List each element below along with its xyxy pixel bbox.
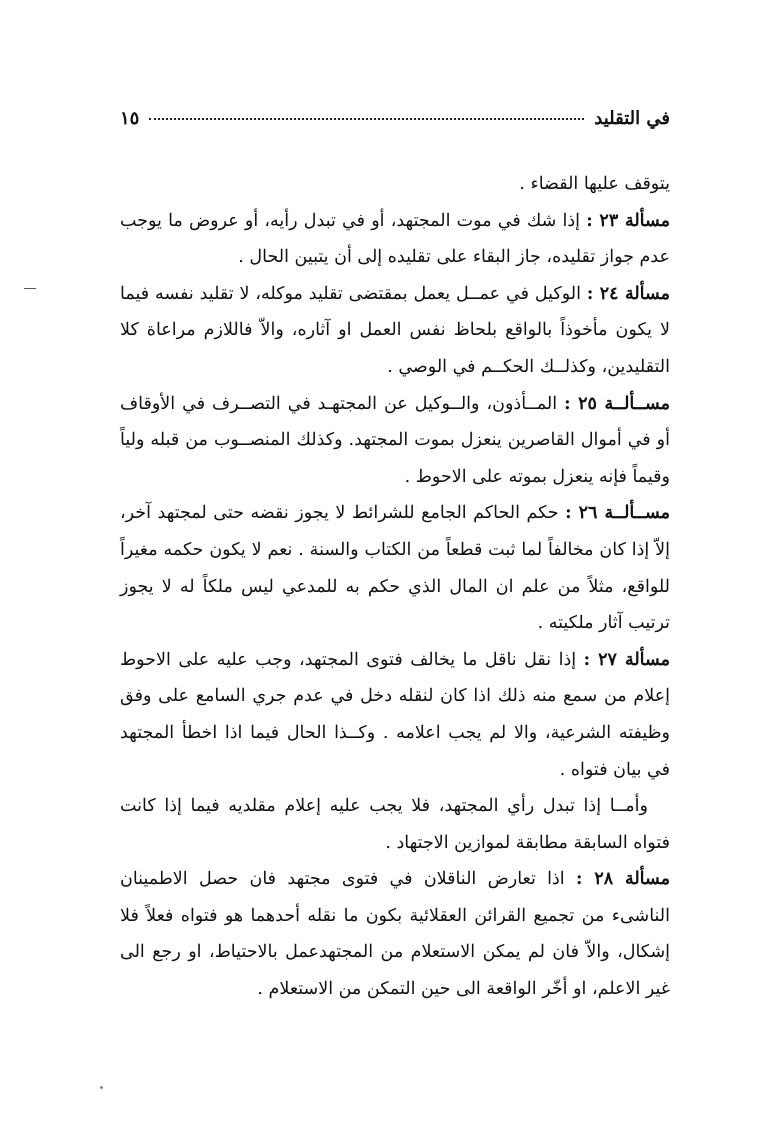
issue-label: مسألة ٢٤ : (586, 283, 671, 304)
paragraph (120, 386, 670, 496)
issue-label: مسألة ٢٨ : (576, 869, 670, 890)
issue-label: مسألة ٢٣ : (586, 210, 670, 231)
chapter-title: في التقليد (594, 108, 670, 129)
paragraph (120, 642, 670, 788)
paragraph (120, 276, 670, 386)
paragraph (120, 203, 670, 276)
paragraph-text: الوكيل في عمــل يعمل بمقتضى تقليد موكله، لا تقليد نفسه فيما لا يكون مأخوذاً بالواقع بلحاظ نفس العمل او آثاره، والاّ فاللازم مراعاة كلا التقليدين، وكذلــك الحكــم في الوصي . (120, 283, 670, 377)
speck (100, 1086, 103, 1089)
paragraph-text: حكم الحاكم الجامع للشرائط لا يجوز نقضه حتى لمجتهد آخر، إلاّ إذا كان مخالفاً لما ثبت قطعاً من الكتاب والسنة . نعم لا يكون حكمه مغيراً للواقع، مثلاً من علم ان المال الذي حكم به للمدعي ليس ملكاً له لا يجوز ترتيب آثار ملكيته . (120, 503, 670, 634)
book-page (120, 108, 670, 1008)
paragraph-text: المــأذون، والــوكيل عن المجتهـد في التصــرف في الأوقاف أو في أموال القاصرين ينعزل بموت المجتهد. وكذلك المنصــوب من قبله ولياً وقيماً فإنه ينعزل بموته على الاحوط . (120, 393, 670, 487)
paragraph (120, 861, 670, 1007)
issue-label: مســألــة ٢٥ : (564, 393, 670, 414)
page-number: ١٥ (120, 108, 140, 129)
dotted-leader (149, 118, 584, 120)
paragraph (120, 788, 670, 861)
paragraph-text: وأمــا إذا تبدل رأي المجتهد، فلا يجب عليه إعلام مقلديه فيما إذا كانت فتواه السابقة مطابقة لموازين الاجتهاد . (120, 796, 670, 853)
paragraph (120, 166, 670, 203)
paragraph-text: يتوقف عليها القضاء . (519, 174, 670, 194)
running-header (120, 108, 670, 138)
paragraph-text: إذا نقل ناقل ما يخالف فتوى المجتهد، وجب عليه على الاحوط إعلام من سمع منه ذلك اذا كان لنقله دخل في عدم جري السامع على وفق وظيفته الشرعية، والا لم يجب اعلامه . وكــذا الحال فيما اذا اخطأ المجتهد في بيان فتواه . (120, 649, 670, 780)
margin-mark (24, 288, 36, 289)
paragraph-text: اذا تعارض الناقلان في فتوى مجتهد فان حصل الاطمينان الناشىء من تجميع القرائن العقلائية بكون ما نقله أحدهما هو فتواه فعلاً فلا إشكال، والاّ فان لم يمكن الاستعلام من المجتهدعمل بالاحتياط، او رجع الى غير الاعلم، او أخّر الواقعة الى حين التمكن من الاستعلام . (120, 869, 670, 1000)
page-body (120, 166, 670, 1008)
paragraph (120, 495, 670, 641)
issue-label: مسألة ٢٧ : (583, 649, 670, 670)
issue-label: مســألــة ٢٦ : (565, 503, 670, 524)
paragraph-text: إذا شك في موت المجتهد، أو في تبدل رأيه، أو عروض ما يوجب عدم جواز تقليده، جاز البقاء على تقليده إلى أن يتبين الحال . (120, 210, 670, 268)
